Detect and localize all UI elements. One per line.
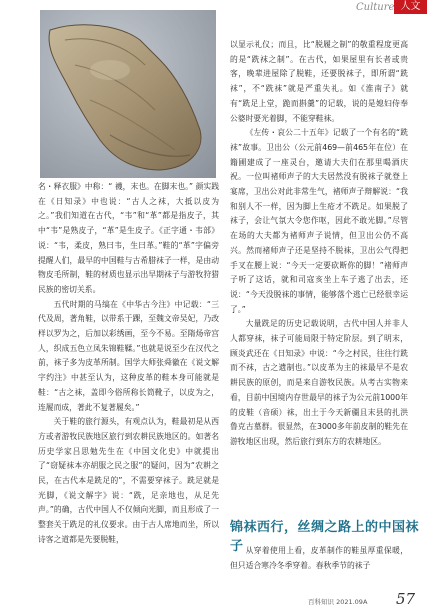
journal-issue: 百科知识 2021.09A xyxy=(308,598,368,606)
left-text-column xyxy=(38,180,219,548)
bottom-text-column xyxy=(230,544,408,573)
section-subheading: 锦袜西行，丝绸之路上的中国袜子 xyxy=(230,520,420,554)
leather-sock-illustration xyxy=(40,10,216,178)
paragraph: 五代时期的马缟在《中华古今注》中记载：“三代及周，著角鞋，以带系于踝，至魏文帝吴妃，乃改样以罗为之，后加以彩绣画，至今不易。至隋炀帝宫人，织成五色立凤朱锦鞋鞣。”也就是说至少在汉代之前，袜子多为皮革所制。国学大师张舜徽在《说文解字约注》中甚至认为，这种皮革的鞋本身可能就是鞋：“古之袜，盖即今俗所称长筒靴子，以皮为之，连履而成，著此不复著履矣。” xyxy=(38,299,219,412)
section-label-en: Culture xyxy=(356,2,395,13)
page-footer xyxy=(308,592,420,610)
right-text-column xyxy=(230,38,408,450)
paragraph: 关于鞋的旅行源头，有观点认为，鞋最初是从西方或者游牧民族地区旅行到农耕民族地区的。如著名历史学家吕思勉先生在《中国文化史》中就提出了“窃疑袜本亦胡服之民之服”的疑问，因为“农耕之民，在古代本是跣足的”，不需要穿袜子。跣足就是光脚，《说文解字》说：“跣，足亲地也，从足先声。”的确，古代中国人不仅倾向光脚，而且形成了一整套关于跣足的礼仪要求。由于古人席地而坐，所以诗客之道都是先要脱鞋， xyxy=(38,417,219,544)
paragraph: 大量跣足的历史记载说明，古代中国人并非人人都穿袜，袜子可能局限于特定阶层。到了明末，顾炎武还在《日知录》中说：“今之村民，往往行跣而不袜，古之遗制也。”以皮革为主的袜最早不是农耕民族的原创，而是来自游牧民族。从考古实物来看，目前中国境内存世最早的袜子为公元前1000年的皮鞋（音硕）袜，出土于今天新疆且末县的扎洪鲁克古墓群。很显然，在3000多年前皮制的鞋先在游牧地区出现，然后旅行到东方的农耕地区。 xyxy=(230,319,408,446)
artifact-photo xyxy=(40,10,216,178)
paragraph: 从穿着使用上看，皮革制作的鞋虽厚重保暖，但只适合寒冷冬季穿着。春秋季节的袜子 xyxy=(230,546,408,570)
page-number: 57 xyxy=(396,590,416,608)
paragraph: 以显示礼仪；而且，比“脱履之制”的敬重程度更高的是“跣袜之制”。在古代，如果屋里有长者或贵客，晚辈进屋除了脱鞋，还要脱袜子，即所谓“跣袜”，不“跣袜”就是严重失礼。如《淮南子》就有“跣足上堂，跪而斟羹”的记载，说的是媳妇侍奉公婆时要光着脚，不能穿鞋袜。 xyxy=(230,40,408,123)
paragraph: 名・释衣服》中称：“ 襪，末也。在脚末也。” 颜实践在《日知录》中也说：“古人之袜，大抵以皮为之。”我们知道在古代，“韦”和“革”都是指皮子，其中“韦”是熟皮子，“革”是生皮子。《正字通・韦部》说：“韦，柔皮，熟曰韦，生曰革。”鞋的“革”字偏旁提醒人们，最早的中国鞋与古希腊袜子一样，是由动物皮毛所制，鞋的材质也显示出早期袜子与游牧狩猎民族的密切关系。 xyxy=(38,182,219,294)
section-label-zh: 人文 xyxy=(394,0,427,14)
paragraph: 《左传・哀公二十五年》记载了一个有名的“跣袜”故事。卫出公（公元前469—前465年在位）在籍圃建成了一座灵台，邀请大夫们在那里喝酒庆祝。一位叫褚师声子的大夫居然没有脱袜子就登上宴席，卫出公对此非常生气，褚师声子辩解说：“我和别人不一样，因为脚上生疮才不跣足。如果脱了袜子，会让气氛大令您作呕，因此不敢光脚。”尽管在场的大夫都为褚师声子说情，但卫出公仍不高兴。然而褚师声子还是坚持不脱袜，卫出公气得把手叉在腰上说：“今天一定要砍断你的脚！”褚师声子听了这话，就和司寇亥坐上车子逃了出去，还说：“今天没脱袜的事情，能够落个逃亡已经很幸运了。” xyxy=(230,128,408,314)
